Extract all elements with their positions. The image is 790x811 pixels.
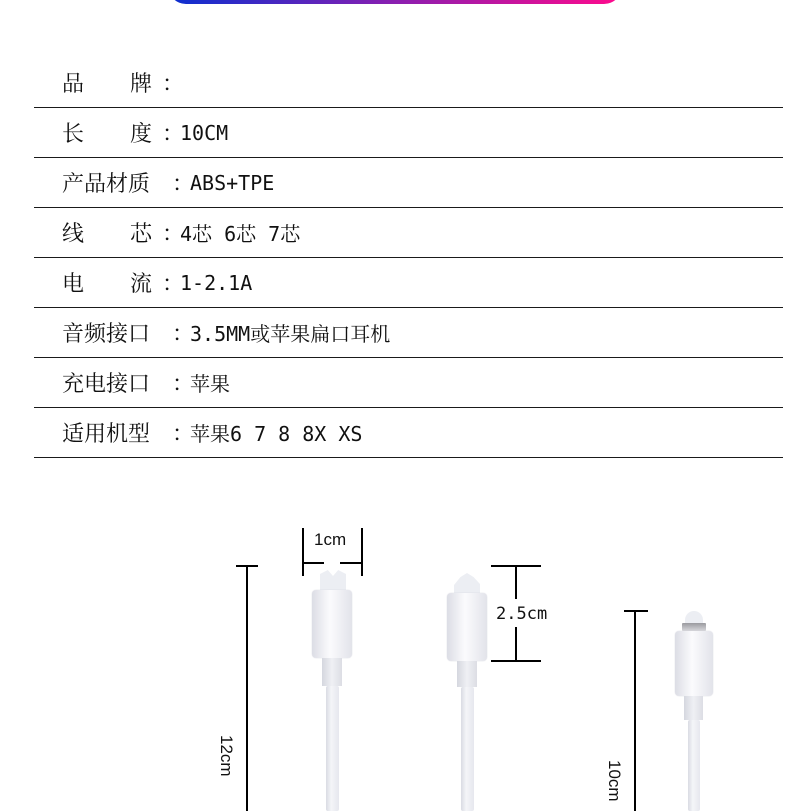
spec-label-char: 流 [129, 272, 152, 297]
spec-label-char: 牌 [129, 72, 152, 97]
spec-table [34, 58, 783, 458]
spec-label-char: 长 [62, 122, 85, 147]
cable-plug-3 [675, 631, 713, 696]
dimension-label-12cm: 12cm [217, 735, 236, 777]
lightning-contact [682, 623, 706, 631]
spec-value-compatible-models: 苹果6 7 8 8X XS [190, 422, 363, 446]
spec-colon: ： [172, 322, 195, 347]
spec-row-compatible-models [34, 408, 783, 458]
spec-value-audio-port: 3.5MM或苹果扁口耳机 [190, 322, 391, 346]
spec-label: 充电接口 [62, 372, 151, 397]
spec-value-core: 4芯 6芯 7芯 [180, 222, 301, 246]
spec-label-char: 电 [62, 272, 85, 297]
dimension-line-2-5cm [515, 565, 517, 599]
spec-value-material: ABS+TPE [190, 170, 275, 195]
spec-row-material [34, 158, 783, 208]
spec-label: 音频接口 [62, 322, 151, 347]
spec-row-audio-port [34, 308, 783, 358]
spec-label-char: 芯 [129, 222, 152, 247]
spec-label-char: 度 [129, 122, 152, 147]
connector-tip [320, 570, 346, 590]
cable-plug-2 [447, 593, 487, 661]
spec-colon: ： [162, 222, 185, 247]
dimension-line-1cm [361, 528, 363, 576]
spec-row-brand [34, 58, 783, 108]
spec-row-length [34, 108, 783, 158]
spec-label-char: 线 [62, 222, 85, 247]
cable-2 [461, 687, 474, 811]
connector-tip [454, 573, 480, 593]
spec-label-char: 品 [62, 72, 85, 97]
header-banner [168, 0, 622, 4]
spec-row-core [34, 208, 783, 258]
dimension-line-1cm [340, 562, 362, 564]
cable-plug-1 [312, 590, 352, 658]
cable-neck-2 [457, 661, 477, 687]
spec-colon: ： [172, 372, 195, 397]
spec-value-charge-port: 苹果 [190, 372, 230, 396]
cable-1 [326, 686, 339, 811]
dimension-line-10cm [624, 610, 648, 612]
spec-label: 适用机型 [62, 422, 151, 447]
cable-neck-3 [684, 696, 703, 720]
dimension-line-1cm [302, 528, 304, 576]
dimension-line-12cm [246, 565, 248, 811]
cable-3 [688, 720, 700, 811]
spec-row-charge-port [34, 358, 783, 408]
cable-neck-1 [322, 658, 342, 686]
dimension-label-10cm: 10cm [605, 760, 624, 802]
spec-value-length: 10CM [180, 120, 229, 145]
spec-colon: ： [172, 422, 195, 447]
spec-colon: ： [172, 172, 195, 197]
spec-colon: ： [162, 72, 185, 97]
spec-row-current [34, 258, 783, 308]
dimension-line-1cm [302, 562, 324, 564]
spec-label: 产品材质 [62, 172, 151, 197]
dimension-label-2-5cm: 2.5cm [496, 604, 548, 624]
dimension-label-1cm: 1cm [314, 530, 347, 549]
spec-colon: ： [162, 122, 185, 147]
spec-colon: ： [162, 272, 185, 297]
lightning-tip [685, 611, 703, 623]
spec-value-current: 1-2.1A [180, 270, 253, 295]
dimension-diagram [0, 510, 790, 811]
dimension-line-2-5cm [515, 627, 517, 662]
dimension-line-10cm [634, 610, 636, 811]
